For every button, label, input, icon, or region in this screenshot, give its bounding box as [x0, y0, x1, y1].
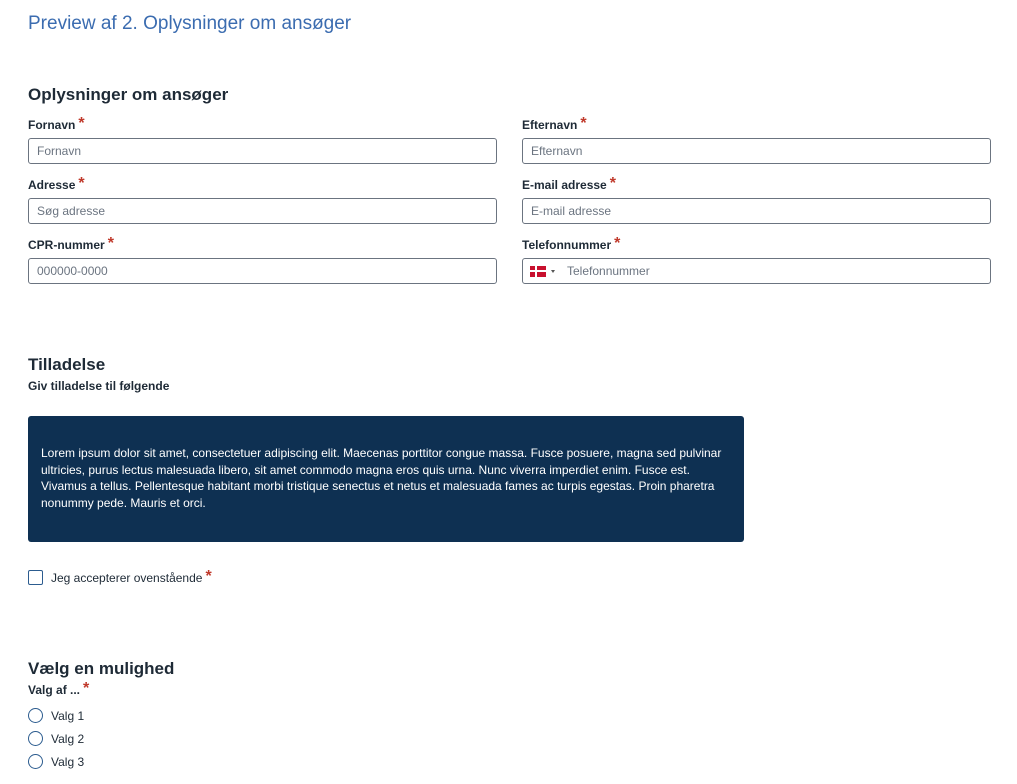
address-search-input[interactable] — [28, 198, 497, 224]
radio-option-3[interactable] — [28, 754, 84, 769]
required-mark: * — [614, 235, 621, 252]
required-mark: * — [78, 175, 85, 192]
radio-option-label: Valg 3 — [51, 754, 85, 769]
choice-label: Valg af ... * — [28, 680, 90, 697]
radio-button[interactable] — [28, 731, 43, 746]
email-input[interactable] — [522, 198, 991, 224]
accept-checkbox-label[interactable]: Jeg accepterer ovenstående * — [51, 568, 212, 585]
permission-section-title: Tilladelse — [28, 355, 106, 374]
address-label: Adresse * — [28, 175, 85, 192]
radio-option-1[interactable] — [28, 708, 84, 723]
first-name-input[interactable] — [28, 138, 497, 164]
cpr-label: CPR-nummer * — [28, 235, 114, 252]
denmark-flag-icon — [530, 266, 546, 277]
page-title: Preview af 2. Oplysninger om ansøger — [28, 13, 352, 34]
accept-checkbox-row — [28, 568, 212, 586]
radio-button[interactable] — [28, 708, 43, 723]
required-mark: * — [609, 175, 616, 192]
permission-subtitle: Giv tilladelse til følgende — [28, 379, 170, 393]
required-mark: * — [205, 568, 212, 585]
choice-section-title: Vælg en mulighed — [28, 659, 175, 678]
radio-option-label: Valg 1 — [51, 708, 85, 723]
caret-down-icon — [551, 270, 555, 273]
accept-checkbox[interactable] — [28, 570, 43, 585]
phone-input[interactable] — [567, 259, 990, 283]
required-mark: * — [83, 680, 90, 697]
phone-field — [522, 258, 991, 284]
permission-text: Lorem ipsum dolor sit amet, consectetuer adipiscing elit. Maecenas porttitor congue massa. Fusce posuere, magna sed pulvinar ultricies, purus lectus malesuada libero, sit amet commodo magna eros quis urna. Nunc viverra imperdiet enim. Fusce est. Vivamus a tellus. Pellentesque habitant morbi tristique senectus et netus et malesuada fames ac turpis egestas. Proin pharetra nonummy pede. Mauris et orci. — [41, 446, 722, 510]
applicant-section-title: Oplysninger om ansøger — [28, 85, 229, 104]
country-code-dropdown[interactable] — [523, 259, 567, 283]
radio-option-2[interactable] — [28, 731, 84, 746]
required-mark: * — [107, 235, 114, 252]
radio-option-label: Valg 2 — [51, 731, 85, 746]
last-name-input[interactable] — [522, 138, 991, 164]
cpr-input[interactable] — [28, 258, 497, 284]
email-label: E-mail adresse * — [522, 175, 616, 192]
last-name-label: Efternavn * — [522, 115, 587, 132]
first-name-label: Fornavn * — [28, 115, 85, 132]
permission-info-box — [28, 416, 744, 542]
required-mark: * — [580, 115, 587, 132]
phone-label: Telefonnummer * — [522, 235, 621, 252]
radio-button[interactable] — [28, 754, 43, 769]
required-mark: * — [78, 115, 85, 132]
